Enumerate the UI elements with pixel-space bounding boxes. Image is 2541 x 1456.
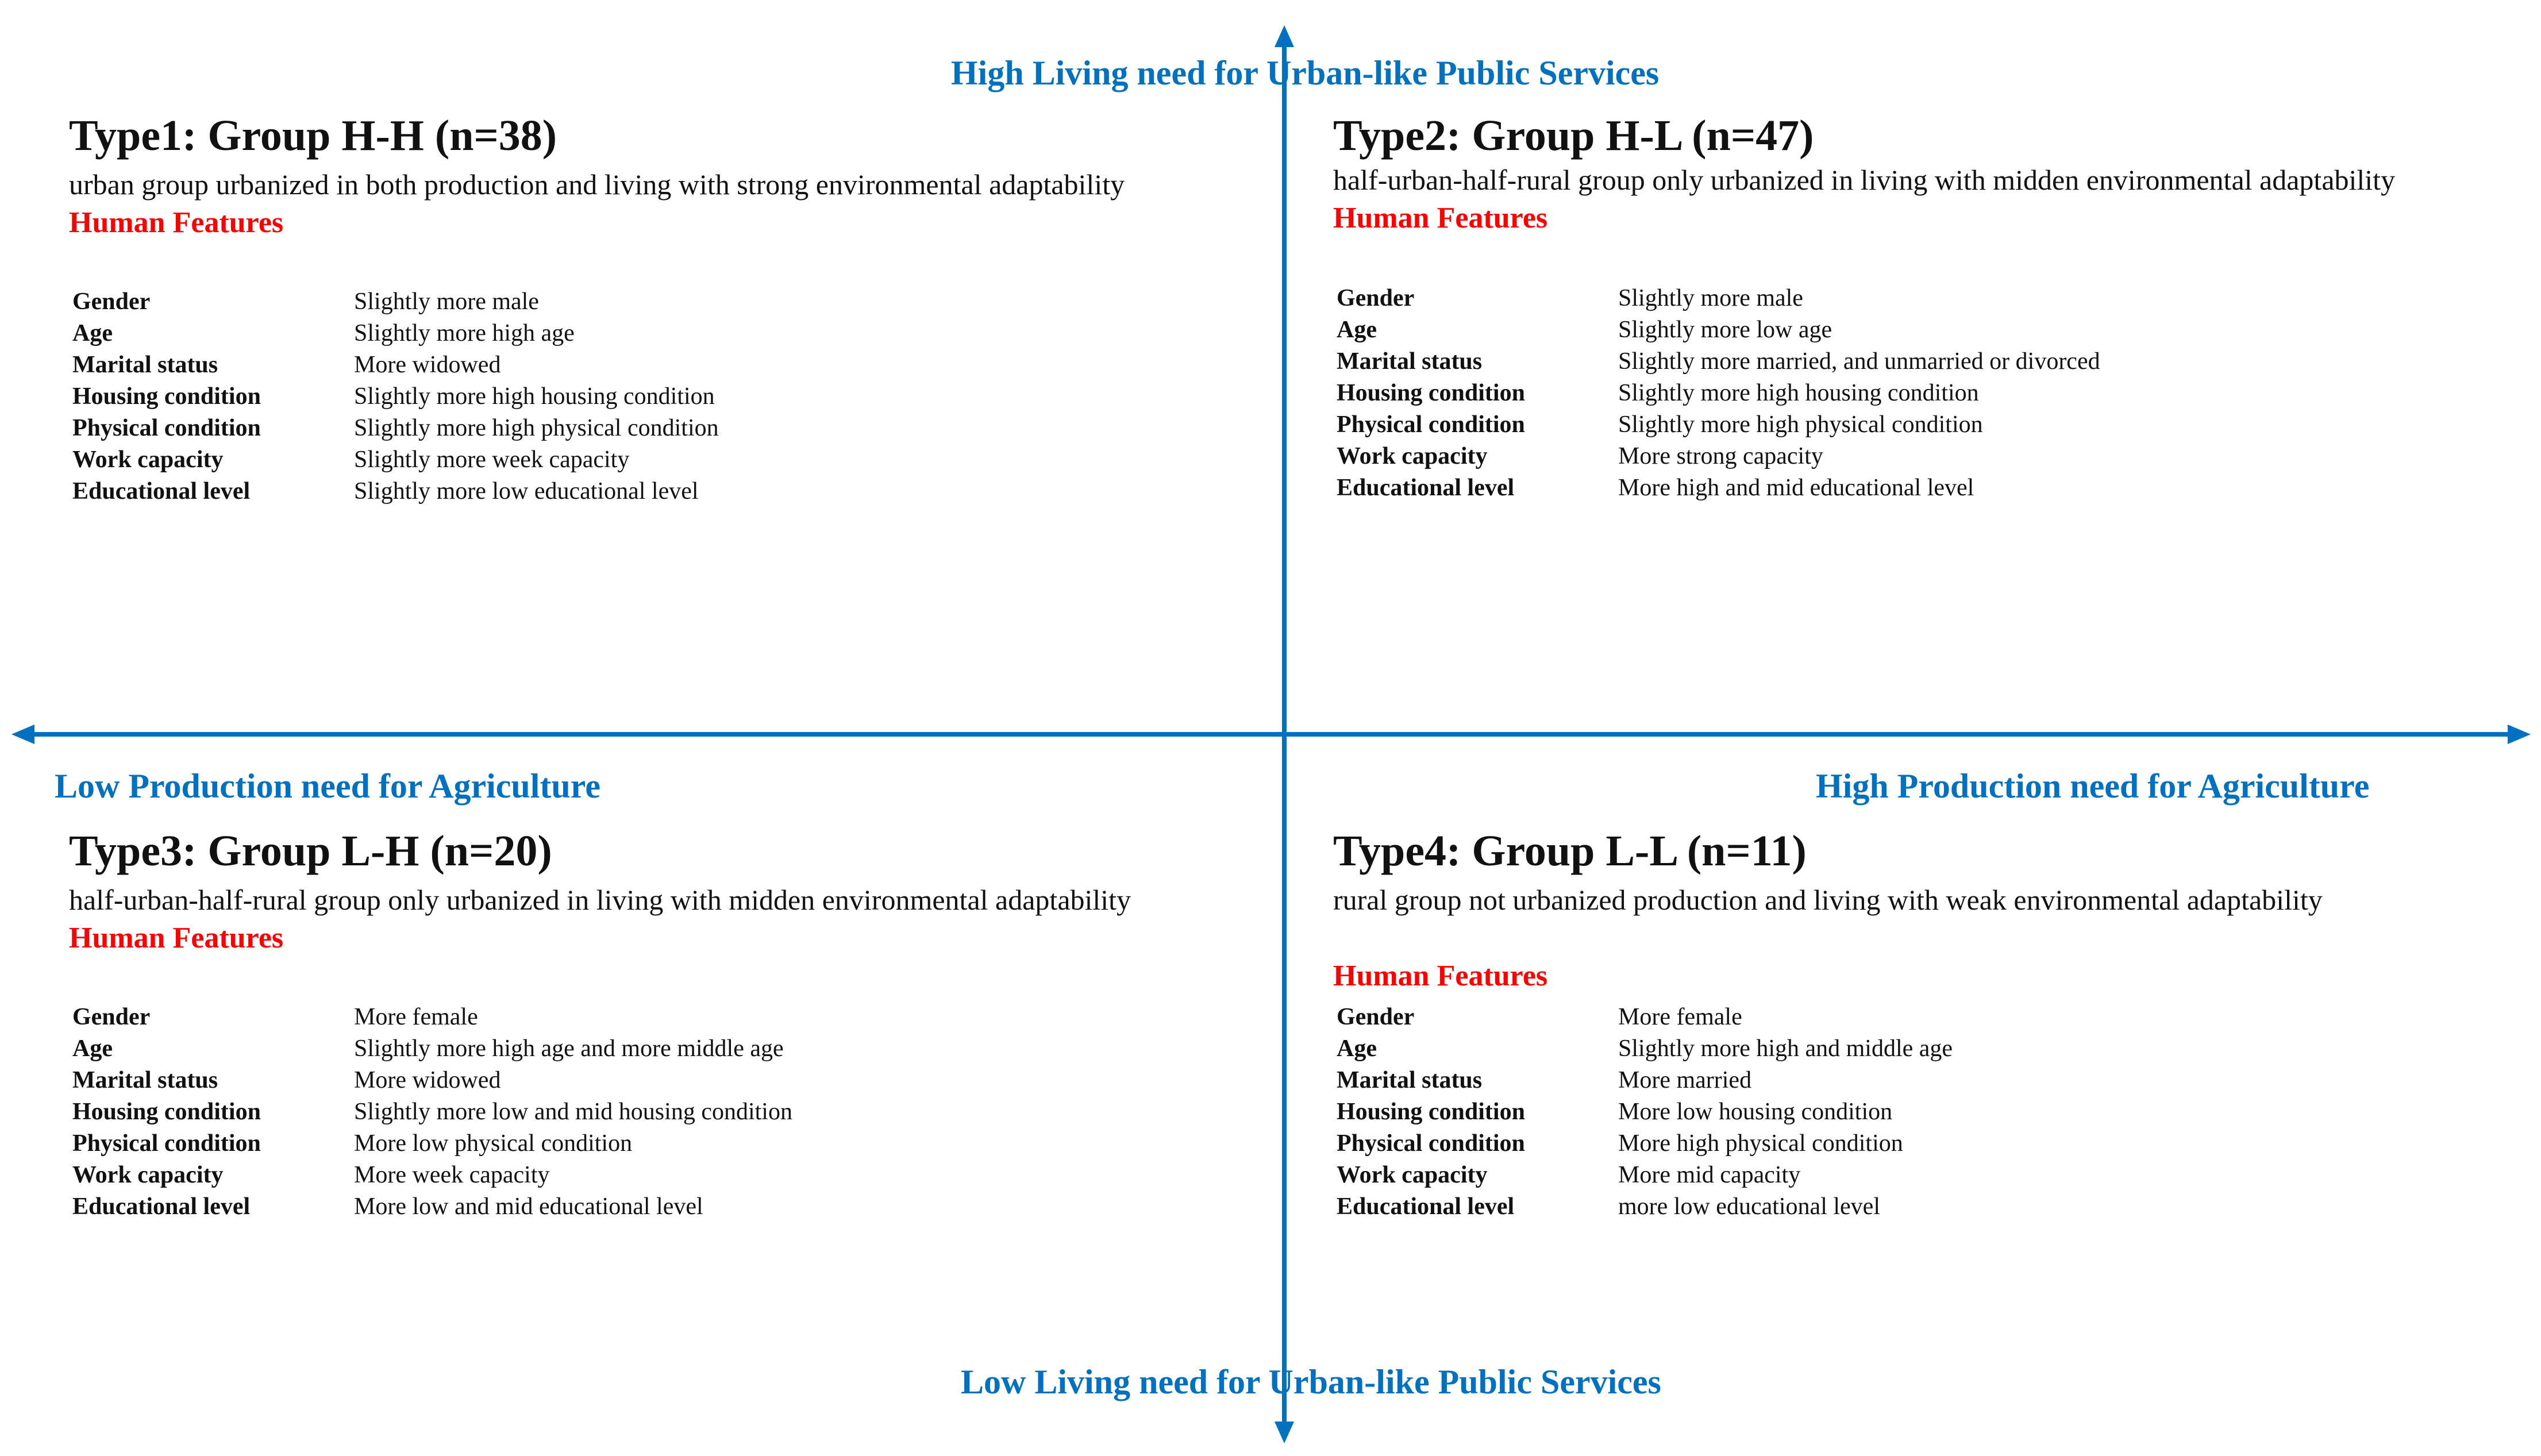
feature-value: Slightly more low and mid housing condition <box>354 1099 792 1125</box>
feature-row <box>1333 409 2100 441</box>
feature-value: More low physical condition <box>354 1130 633 1157</box>
arrowhead-right <box>2508 725 2531 744</box>
feature-value: Slightly more high age and more middle age <box>354 1035 784 1062</box>
feature-name: Housing condition <box>72 1099 261 1125</box>
feature-name: Educational level <box>1337 1193 1515 1220</box>
quadrant-title: Type2: Group H-L (n=47) <box>1333 111 1814 160</box>
arrowhead-up <box>1275 25 1294 47</box>
quadrant-description: half-urban-half-rural group only urbanized in living with midden environmental adaptability <box>69 884 1131 916</box>
feature-value: More widowed <box>354 352 501 378</box>
feature-value: Slightly more high and middle age <box>1618 1035 1953 1062</box>
feature-value: Slightly more high housing condition <box>354 383 715 410</box>
feature-row <box>69 286 719 318</box>
human-features-heading: Human Features <box>1333 202 1548 234</box>
feature-name: Gender <box>72 288 151 315</box>
feature-value: Slightly more married, and unmarried or divorced <box>1618 348 2100 375</box>
feature-name: Physical condition <box>1337 1130 1525 1157</box>
feature-value: More female <box>354 1004 478 1030</box>
arrowhead-left <box>11 725 34 744</box>
feature-name: Work capacity <box>72 446 224 473</box>
feature-value: Slightly more male <box>1618 285 1803 311</box>
quadrant-title: Type4: Group L-L (n=11) <box>1333 827 1807 875</box>
feature-name: Age <box>1337 317 1377 343</box>
feature-name: Age <box>1337 1035 1377 1062</box>
quadrant-title: Type1: Group H-H (n=38) <box>69 111 557 160</box>
quadrant-type1 <box>69 111 1125 507</box>
feature-value: Slightly more male <box>354 288 539 315</box>
feature-name: Gender <box>72 1004 151 1030</box>
feature-row <box>69 381 719 413</box>
feature-value: More high and mid educational level <box>1618 475 1974 501</box>
feature-row <box>1333 1002 1953 1033</box>
feature-name: Physical condition <box>1337 411 1525 438</box>
feature-value: More high physical condition <box>1618 1130 1903 1157</box>
feature-name: Educational level <box>72 478 251 504</box>
feature-name: Marital status <box>72 352 218 378</box>
feature-name: Work capacity <box>1337 443 1488 469</box>
feature-value: Slightly more high physical condition <box>1618 411 1983 438</box>
feature-row <box>69 413 719 444</box>
feature-value: More low and mid educational level <box>354 1193 703 1220</box>
feature-name: Educational level <box>1337 475 1515 501</box>
feature-row <box>1333 1033 1953 1065</box>
feature-row <box>1333 472 2100 504</box>
axis-label-bottom: Low Living need for Urban-like Public Services <box>961 1363 1661 1401</box>
feature-row <box>69 1128 792 1160</box>
feature-row <box>1333 314 2100 346</box>
feature-row <box>1333 1191 1953 1223</box>
feature-name: Marital status <box>1337 348 1483 375</box>
feature-name: Housing condition <box>72 383 261 410</box>
feature-name: Physical condition <box>72 1130 261 1157</box>
feature-row <box>1333 378 2100 409</box>
feature-row <box>69 1096 792 1128</box>
quadrant-type3 <box>69 829 1131 1223</box>
feature-name: Work capacity <box>1337 1162 1488 1188</box>
feature-value: Slightly more week capacity <box>354 446 630 473</box>
feature-row <box>69 1160 792 1191</box>
feature-row <box>69 444 719 476</box>
feature-name: Gender <box>1337 285 1415 311</box>
quadrant-title: Type3: Group L-H (n=20) <box>69 827 552 875</box>
axis-label-top: High Living need for Urban-like Public Services <box>951 54 1660 92</box>
feature-row <box>1333 1065 1953 1096</box>
feature-value: More married <box>1618 1067 1752 1093</box>
feature-row <box>1333 441 2100 472</box>
features-table <box>69 1002 792 1223</box>
quadrant-description: rural group not urbanized production and living with weak environmental adaptability <box>1333 884 2323 916</box>
feature-row <box>69 1065 792 1096</box>
feature-value: More female <box>1618 1004 1742 1030</box>
feature-row <box>1333 1096 1953 1128</box>
features-table <box>69 286 719 507</box>
feature-name: Marital status <box>1337 1067 1483 1093</box>
feature-row <box>69 1002 792 1033</box>
feature-row <box>1333 346 2100 378</box>
feature-value: Slightly more low age <box>1618 317 1832 343</box>
feature-value: Slightly more high housing condition <box>1618 380 1979 406</box>
human-features-heading: Human Features <box>1333 960 1548 992</box>
features-table <box>1333 1002 1953 1223</box>
feature-value: Slightly more low educational level <box>354 478 699 504</box>
feature-row <box>1333 283 2100 314</box>
feature-name: Age <box>72 1035 113 1062</box>
feature-value: More low housing condition <box>1618 1099 1893 1125</box>
feature-row <box>69 1191 792 1223</box>
feature-value: More widowed <box>354 1067 501 1093</box>
features-table <box>1333 283 2100 504</box>
human-features-heading: Human Features <box>69 206 284 239</box>
quadrant-type4 <box>1333 829 2323 1223</box>
feature-row <box>1333 1128 1953 1160</box>
axis-label-right: High Production need for Agriculture <box>1816 767 2370 805</box>
quadrant-type2 <box>1333 111 2396 504</box>
feature-name: Physical condition <box>72 415 261 441</box>
quadrant-description: half-urban-half-rural group only urbanized in living with midden environmental adaptability <box>1333 164 2396 196</box>
feature-name: Housing condition <box>1337 380 1525 406</box>
axis-label-left: Low Production need for Agriculture <box>55 767 600 805</box>
feature-value: More mid capacity <box>1618 1162 1801 1188</box>
feature-name: Work capacity <box>72 1162 224 1188</box>
feature-name: Educational level <box>72 1193 251 1220</box>
feature-row <box>69 349 719 381</box>
feature-value: More week capacity <box>354 1162 550 1188</box>
feature-row <box>69 1033 792 1065</box>
feature-name: Gender <box>1337 1004 1415 1030</box>
feature-value: Slightly more high physical condition <box>354 415 719 441</box>
arrowhead-down <box>1275 1422 1294 1443</box>
human-features-heading: Human Features <box>69 922 284 954</box>
feature-name: Marital status <box>72 1067 218 1093</box>
feature-value: More strong capacity <box>1618 443 1823 469</box>
feature-value: Slightly more high age <box>354 320 575 346</box>
feature-value: more low educational level <box>1618 1193 1880 1220</box>
feature-row <box>1333 1160 1953 1191</box>
feature-row <box>69 318 719 349</box>
feature-row <box>69 476 719 507</box>
feature-name: Housing condition <box>1337 1099 1525 1125</box>
feature-name: Age <box>72 320 113 346</box>
quadrant-description: urban group urbanized in both production and living with strong environmental adaptability <box>69 168 1125 201</box>
